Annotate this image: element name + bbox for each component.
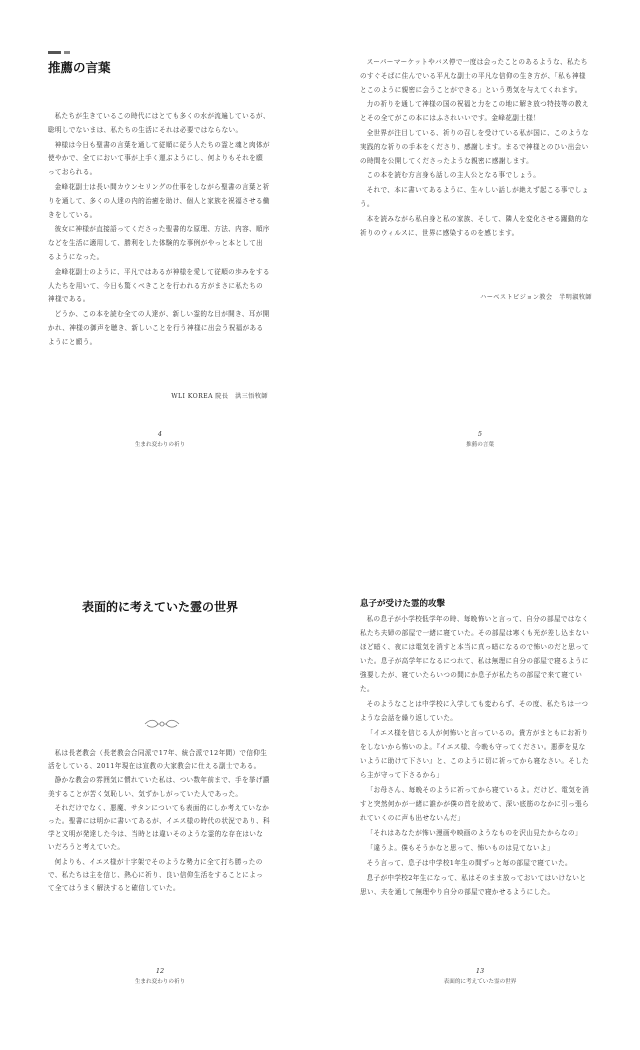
signature: ハーベストビジョン教会 半明淑牧師 xyxy=(480,294,592,301)
paragraph: 本を読みながら私自身と私の家族、そして、隣人を変化させる躍動的な祈りのウィルスに、世界に感染するのを感じます。 xyxy=(360,214,589,237)
paragraph: 静かな教会の雰囲気に慣れていた私は、つい数年前まで、手を挙げ讃美することが苦く気恥しい、気ずかしがっていた人であった。 xyxy=(48,776,270,798)
chapter-title: 表面的に考えていた霊の世界 xyxy=(81,600,238,614)
paragraph: それで、本に書いてあるように、生々しい話しが絶えず起こる事でしょう。 xyxy=(360,186,589,208)
page-number: 12 xyxy=(155,967,165,975)
paragraph: 「お母さん、毎晩そのように祈ってから寝ているよ。だけど、電気を消すと突然何かが一緒に誰かが僕の首を絞めて、深い底筋のなかに引っ張られていくのに声も出せないんだ」 xyxy=(360,786,590,822)
page-5 xyxy=(320,0,640,465)
body-text xyxy=(48,110,270,351)
running-footer: 生まれ変わりの祈り xyxy=(134,442,186,448)
paragraph: 全世界が注目している、祈りの召しを受けている私が国に、このような実践的な祈りの手本をくださり、感謝します。まるで神様とのひい出会いの時間を公開してくださったような親密に感謝します。 xyxy=(360,128,589,165)
running-footer: 生まれ変わりの祈り xyxy=(134,979,186,985)
paragraph: スーパーマーケットやバス停で一度は会ったことのあるような、私たちのすぐそばに住んでいる平凡な副士の平凡な信仰の生き方が、「私も神様とこのように親密に会うことができる」という勇気を与えてくれます。 xyxy=(360,58,588,94)
page-4 xyxy=(0,0,320,465)
paragraph: 私は長老教会（長老教会合同派で17年、統合派で12年間）で信仰生活をしている、2011年現在は宣教の大家教会に仕える副士である。 xyxy=(48,749,268,771)
page-number: 5 xyxy=(477,430,483,438)
paragraph: そう言って、息子は中学校1年生の間ずっと毎の部屋で寝ていた。 xyxy=(366,859,572,867)
flourish-ornament-icon xyxy=(143,718,181,730)
paragraph: 力の祈りを通して神様の国の祝福と力をこの地に解き放つ特技等の教えとその全てがこの本にはふされいいです。金峰花副士様！ xyxy=(360,100,589,123)
paragraph: 神様は今日も聖書の言葉を通して従順に従う人たちの霊と魂と肉体が使やかで、全てにおいて事が上手く運ぶようにし、何よりもそれを願っておられる。 xyxy=(48,140,270,177)
paragraph: 「イエス様を信じる人が何怖いと言っているの。貴方がまともにお祈りをしないから怖いのよ。『イエス様、今晩も守ってください。悪夢を見ないように助けて下さい』と、このように切に祈ってから寝なさい。そしたら主が守って下さるから」 xyxy=(360,729,590,779)
section-title: 息子が受けた霊的攻撃 xyxy=(360,599,446,609)
paragraph: 「違うよ。僕もそうかなと思って、怖いものは見てないよ」 xyxy=(366,844,554,852)
paragraph: どうか、この本を読む全ての人達が、新しい霊的な目が開き、耳が開かれ、神様の御声を聴き、新しいことを行う神様に出会う祝福があるようにと願う。 xyxy=(48,310,270,346)
paragraph: それだけでなく、悪魔、サタンについても表面的にしか考えていなかった。聖書には明かに書いてあるが、イエス様の時代の状況であり、科学と文明が発達した今は、当時とは違いそのような霊的な存在はいないだろうと考えていた。 xyxy=(48,803,270,852)
page-13 xyxy=(320,540,640,1050)
paragraph: 金峰花副士のように、平凡ではあるが神様を愛して従順の歩みをする人たちを用いて、今日も驚くべきことを行われる方がまさに私たちの神様である。 xyxy=(48,267,270,304)
body-text xyxy=(48,747,270,896)
running-footer: 表面的に考えていた霊の世界 xyxy=(443,979,517,985)
paragraph: この本を読む方言身も話しの主人公となる事でしょう。 xyxy=(366,171,541,180)
running-footer: 推薦の言葉 xyxy=(466,442,494,448)
body-text xyxy=(360,56,592,241)
paragraph: 金峰花副士は長い間カウンセリングの仕事をしながら聖書の言葉と祈りを通して、多くの人達の内的治癒を助け、個人と家族を祝福させる働きをしている。 xyxy=(48,182,270,219)
paragraph: そのようなことは中学校に入学しても変わらず、その度、私たちは一つような会話を繰り返していた。 xyxy=(360,700,589,722)
page-number: 13 xyxy=(475,967,485,975)
paragraph: 「それはあなたが怖い漫画や映画のようなものを沢山見たからなの」 xyxy=(366,829,582,837)
paragraph: 息子が中学校2年生になって、私はそのまま放っておいてはいけないと思い、夫を通して無理やり自分の部屋で寝かせるようにした。 xyxy=(360,874,587,896)
page-number: 4 xyxy=(157,430,163,438)
signature: WLI KOREA 院長 洪三悟牧師 xyxy=(171,393,268,400)
paragraph: 彼女に神様が直接語ってくださった聖書的な原理、方法、内容、順序などを生活に適用して、勝利をした体験的な事例がやっと本として出るようになった。 xyxy=(48,225,270,261)
paragraph: 何よりも、イエス様が十字架でそのような勢力に全て打ち勝ったので、私たちは主を信じ、熱心に祈り、良い信仰生活をすることによって全てはうまく解決すると確信していた。 xyxy=(48,857,264,893)
paragraph: 私の息子が小学校低学年の時、毎晩怖いと言って、自分の部屋ではなく私たち夫婦の部屋で一緒に寝ていた。その部屋は寒くも光が差し込まないほど暗く、夜には電気を消すと本当に真っ暗になるので怖いのだと思っていた。息子が高学年になるにつれて、私は無理に自分の部屋で寝るように強要したが、寝ていたらいつの間にか息子が私たちの部屋で来て寝ていた。 xyxy=(360,615,590,693)
paragraph: 私たちが生きているこの時代にはとても多くの水が流遍しているが、聡明しでないまは、私たちの生活にそれは必要ではならない。 xyxy=(48,112,270,134)
page-title: 推薦の言葉 xyxy=(48,60,111,75)
page-12 xyxy=(0,540,320,1050)
body-text xyxy=(360,612,592,900)
